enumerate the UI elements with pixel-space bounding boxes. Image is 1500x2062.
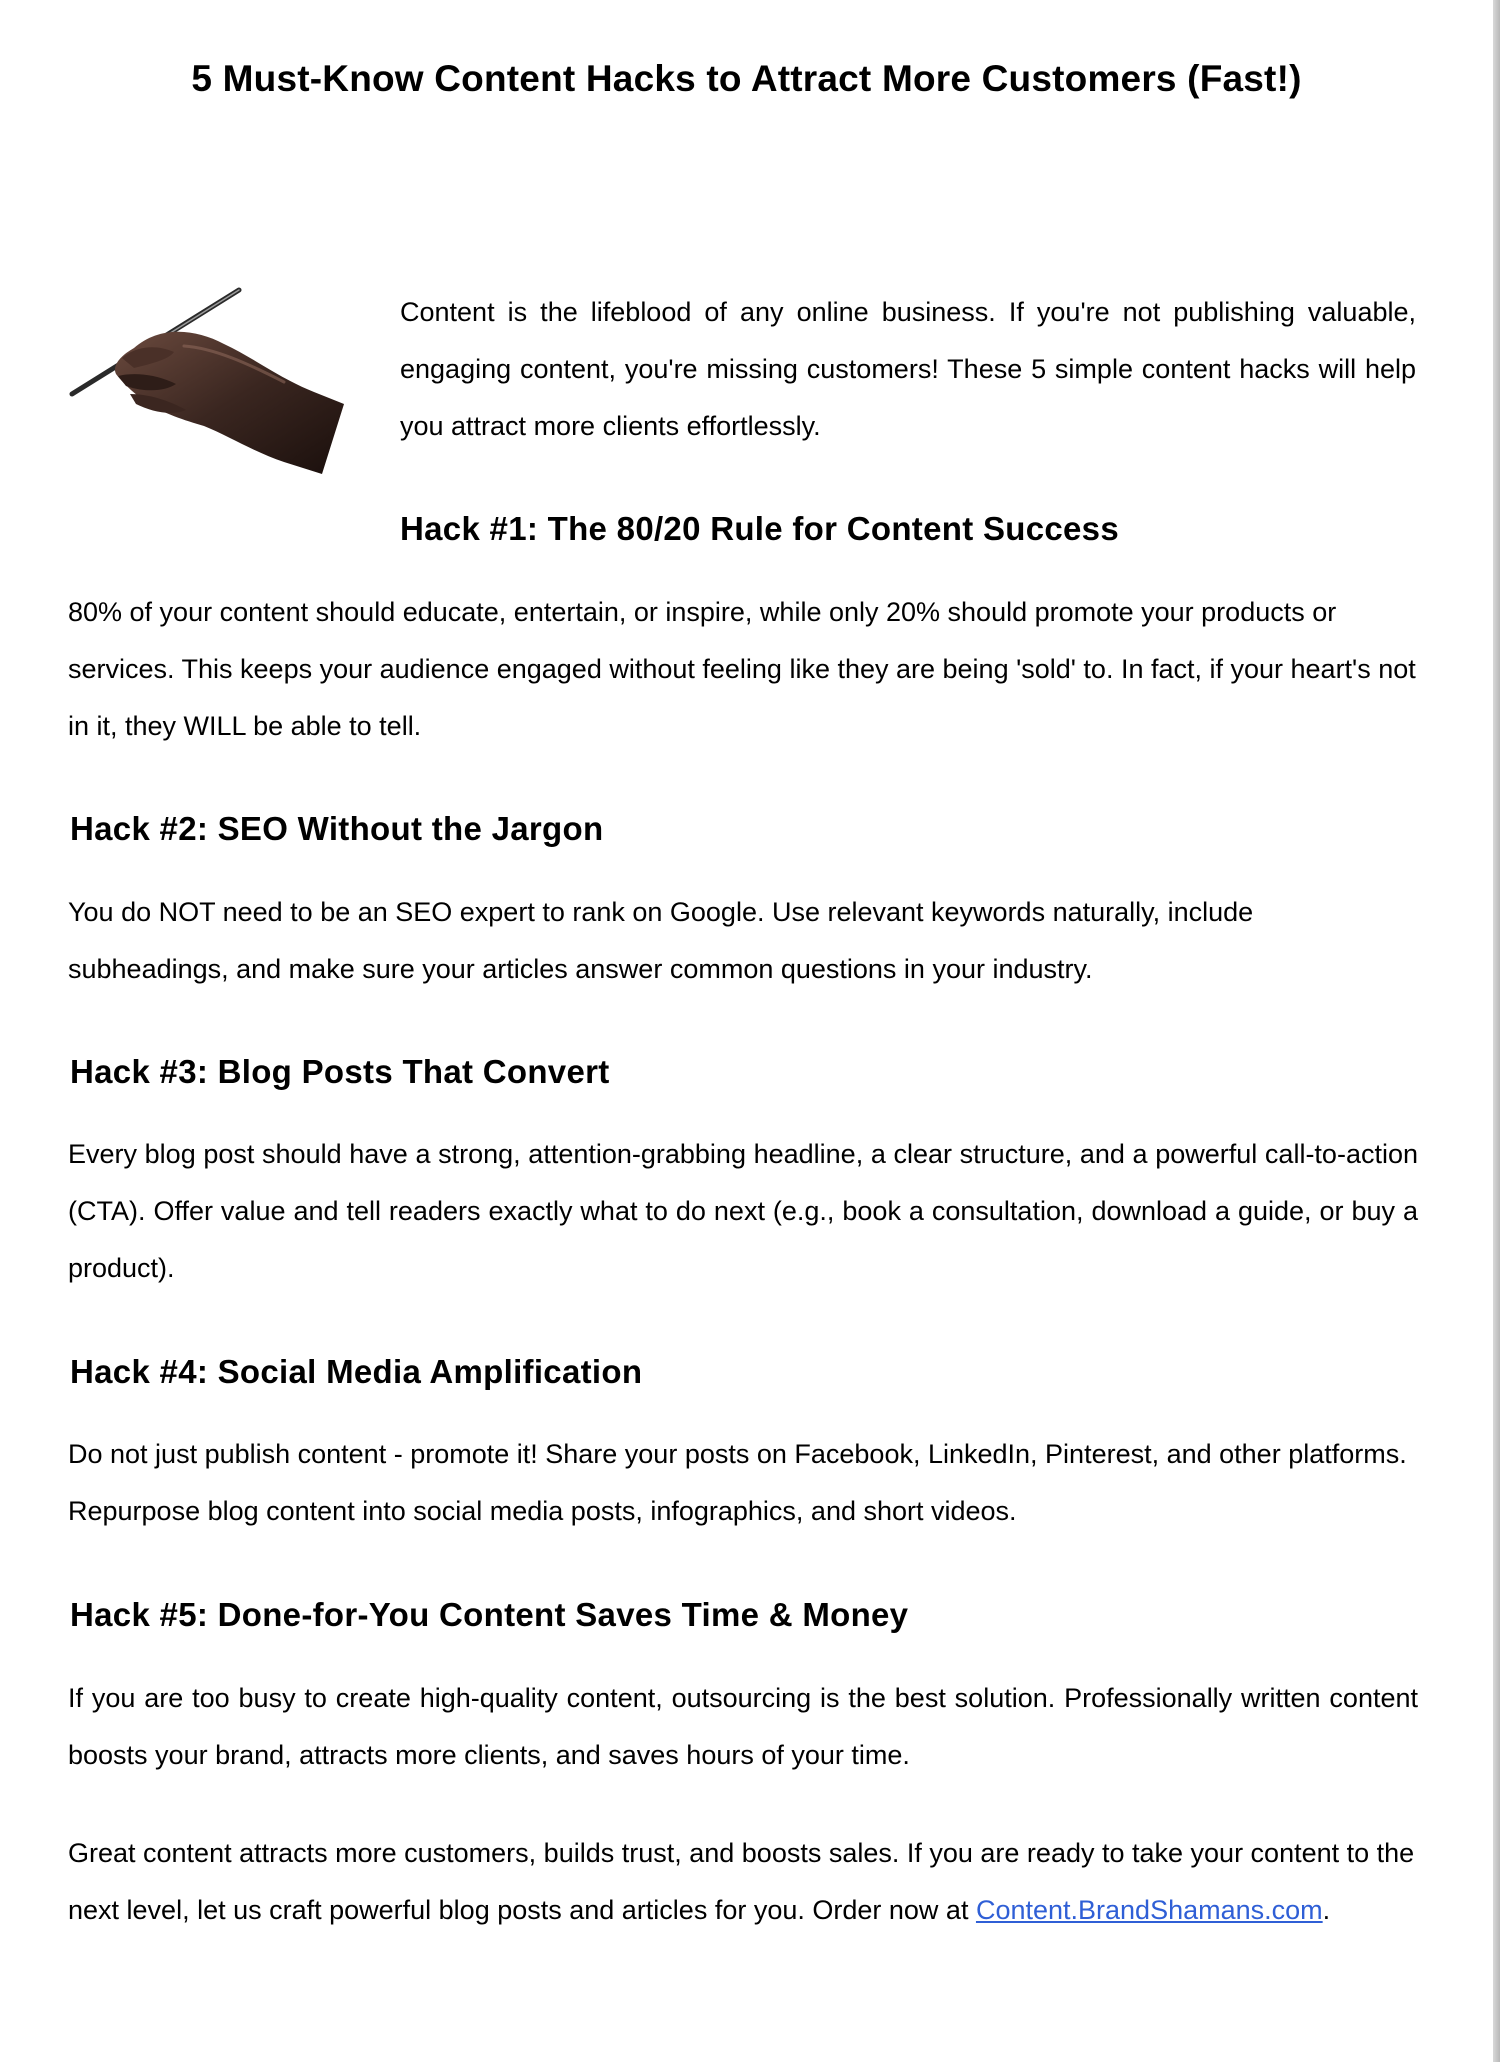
hack-3-heading: Hack #3: Blog Posts That Convert <box>70 1053 610 1090</box>
hack-4-heading: Hack #4: Social Media Amplification <box>70 1353 643 1390</box>
closing-paragraph <box>68 1825 1418 1939</box>
hack-5-heading: Hack #5: Done-for-You Content Saves Time & Money <box>70 1596 909 1633</box>
hack-4-body: Do not just publish content - promote it! Share your posts on Facebook, LinkedIn, Pinterest, and other platforms. Repurpose blog content into social media posts, infographics, and short videos. <box>68 1439 1407 1526</box>
page-edge-shadow <box>1493 0 1500 2062</box>
hack-1-heading: Hack #1: The 80/20 Rule for Content Success <box>400 510 1119 547</box>
hack-5-body: If you are too busy to create high-quality content, outsourcing is the best solution. Professionally written content boosts your brand, attracts more clients, and saves hours of your time. <box>68 1683 1418 1770</box>
intro-paragraph: Content is the lifeblood of any online business. If you're not publishing valuable, engaging content, you're missing customers! These 5 simple content hacks will help you attract more clients effortlessly. <box>400 297 1416 441</box>
hack-2-heading: Hack #2: SEO Without the Jargon <box>70 810 604 847</box>
hack-1-body: 80% of your content should educate, entertain, or inspire, while only 20% should promote your products or services. This keeps your audience engaged without feeling like they are being 'sold' to. In fact, if your heart's not in it, they WILL be able to tell. <box>68 597 1416 741</box>
hack-2-body: You do NOT need to be an SEO expert to rank on Google. Use relevant keywords naturally, include subheadings, and make sure your articles answer common questions in your industry. <box>68 897 1254 984</box>
writing-hand-icon <box>64 286 349 486</box>
order-link[interactable]: Content.BrandShamans.com <box>975 1895 1323 1925</box>
closing-text: Great content attracts more customers, builds trust, and boosts sales. If you are ready to take your content to the next level, let us craft powerful blog posts and articles for you. Order now at <box>68 1838 1415 1925</box>
hack-3-body: Every blog post should have a strong, attention-grabbing headline, a clear structure, and a powerful call-to-action (CTA). Offer value and tell readers exactly what to do next (e.g., book a consultation, download a guide, or buy a product). <box>68 1139 1418 1283</box>
document-title: 5 Must-Know Content Hacks to Attract More Customers (Fast!) <box>191 58 1302 99</box>
closing-period: . <box>1322 1895 1331 1925</box>
